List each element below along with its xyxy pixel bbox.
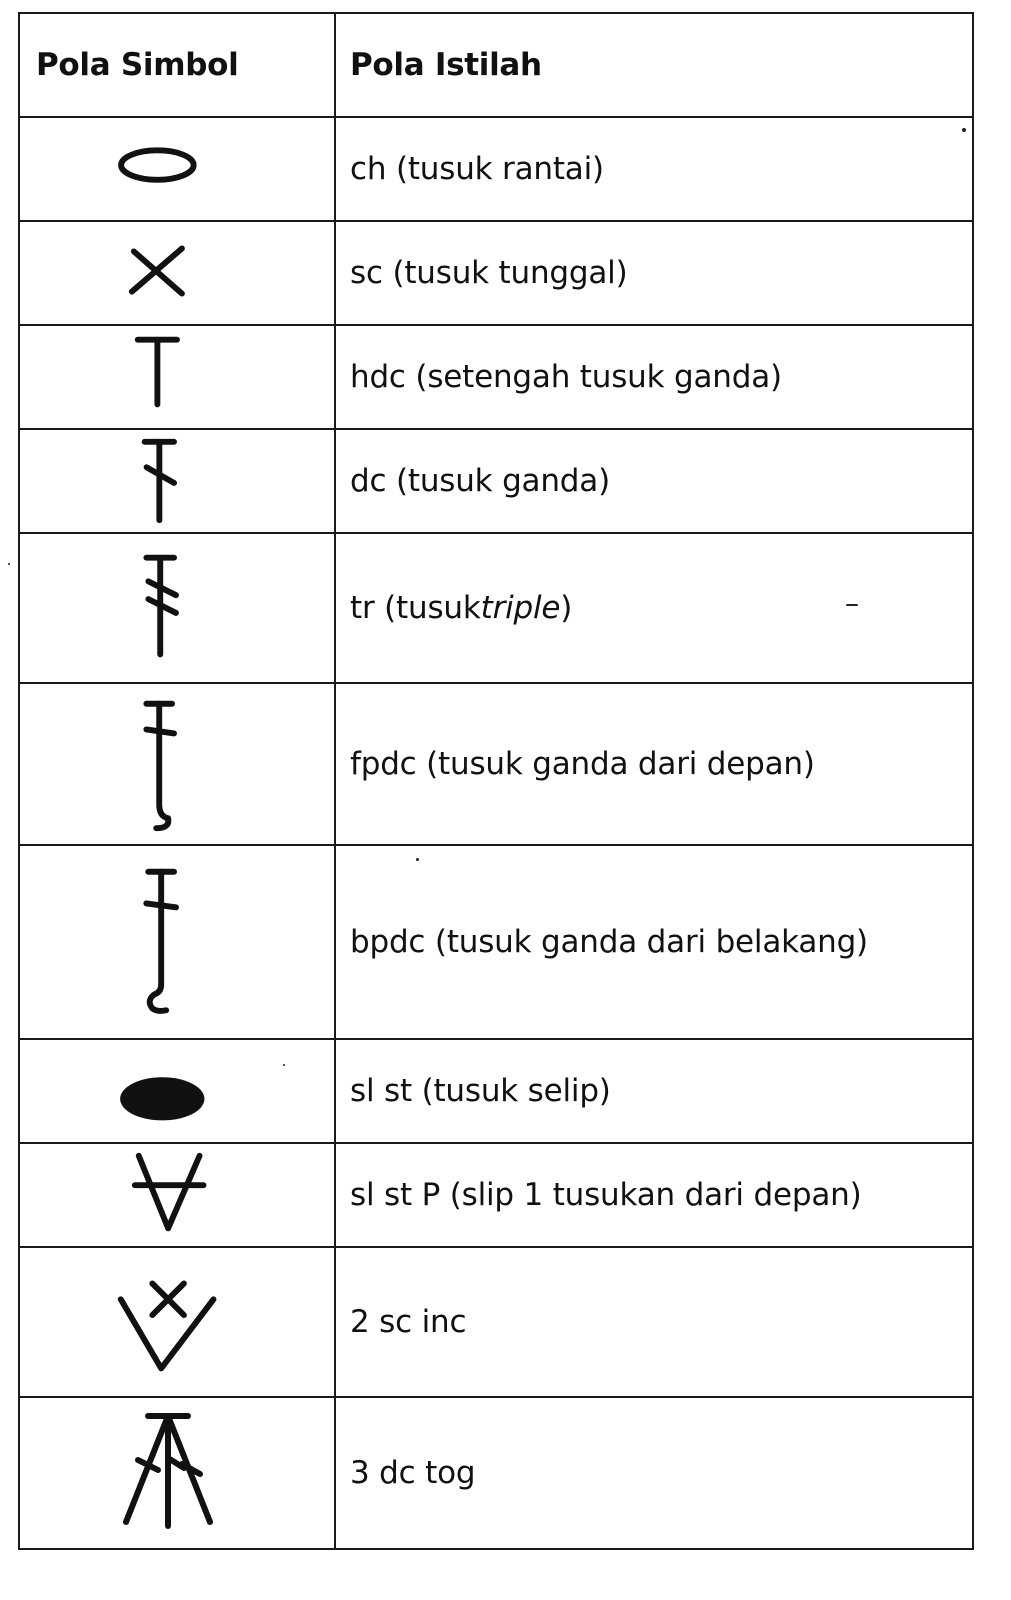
term-cell: fpdc (tusuk ganda dari depan) [350,746,815,782]
table-row [20,1040,972,1144]
chain-oval-icon [20,118,334,220]
term-cell: 3 dc tog [350,1455,476,1491]
term-cell [350,534,962,682]
symbol-cell [20,118,334,220]
scan-speck [962,128,966,132]
table-row [20,1248,972,1398]
slip-stitch-front-loop-icon [20,1144,334,1246]
column-divider [334,118,336,220]
term-cell: ch (tusuk rantai) [350,151,604,187]
table-row [20,1398,972,1548]
front-post-dc-icon [20,684,334,844]
symbol-cell [20,684,334,844]
two-sc-increase-icon [20,1248,334,1396]
term-text: tr (tusuk [350,590,481,626]
symbol-cell [20,1040,334,1142]
double-crochet-icon [20,430,334,532]
table-row [20,118,972,222]
symbol-cell [20,534,334,682]
scan-speck [846,604,858,606]
symbol-cell [20,430,334,532]
column-divider [334,430,336,532]
half-double-t-icon [20,326,334,428]
three-dc-together-icon [20,1398,334,1548]
term-italic-text: triple [480,590,561,626]
header-symbol-column: Pola Simbol [36,47,239,83]
symbol-table [18,12,974,1550]
single-crochet-x-icon [20,222,334,324]
term-cell: hdc (setengah tusuk ganda) [350,359,782,395]
symbol-cell [20,1144,334,1246]
triple-crochet-icon [20,534,334,682]
scan-speck [283,1064,285,1066]
table-row [20,846,972,1040]
scan-speck [416,858,419,861]
column-divider [334,14,336,116]
column-divider [334,222,336,324]
term-cell: bpdc (tusuk ganda dari belakang) [350,924,868,960]
symbol-cell [20,1248,334,1396]
scan-speck [8,563,10,565]
symbol-cell [20,1398,334,1548]
table-row [20,326,972,430]
term-cell: sl st P (slip 1 tusukan dari depan) [350,1177,862,1213]
table-header-row [20,14,972,118]
term-text: ) [560,590,573,626]
column-divider [334,1248,336,1396]
table-row [20,534,972,684]
table-row [20,1144,972,1248]
column-divider [334,534,336,682]
symbol-cell [20,326,334,428]
table-row [20,684,972,846]
table-row [20,430,972,534]
table-row [20,222,972,326]
column-divider [334,326,336,428]
column-divider [334,684,336,844]
symbol-cell [20,222,334,324]
term-cell: sc (tusuk tunggal) [350,255,628,291]
column-divider [334,846,336,1038]
term-cell: sl st (tusuk selip) [350,1073,611,1109]
symbol-cell [20,846,334,1038]
term-cell: dc (tusuk ganda) [350,463,610,499]
column-divider [334,1144,336,1246]
term-cell: 2 sc inc [350,1304,467,1340]
slip-stitch-filled-oval-icon [20,1040,334,1142]
back-post-dc-icon [20,846,334,1038]
column-divider [334,1398,336,1548]
column-divider [334,1040,336,1142]
header-term-column: Pola Istilah [350,47,542,83]
